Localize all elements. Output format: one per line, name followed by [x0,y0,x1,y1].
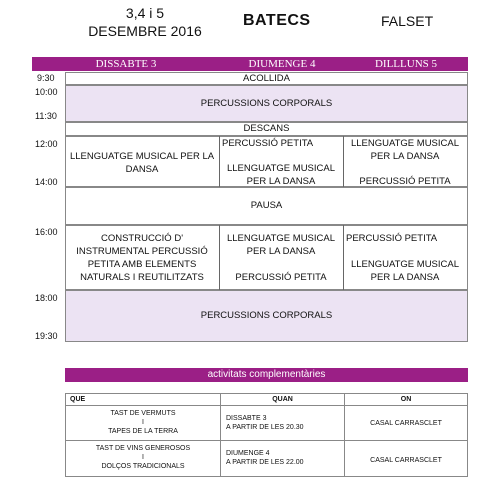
time-1130: 11:30 [35,111,57,121]
time-1930: 19:30 [35,331,58,341]
slot-percussions-morning-label: PERCUSSIONS CORPORALS [200,97,333,109]
block2-divider-2 [343,225,344,290]
block2-monday-bottom: LLENGUATGE MUSICAL PER LA DANSA [350,259,460,283]
row2-quan-line2: A PARTIR DE LES 22.00 [226,459,304,466]
complementary-col-divider-1 [220,394,221,476]
time-1000: 10:00 [35,87,58,97]
block1-monday-bottom: PERCUSSIÓ PETITA [359,176,451,187]
slot-percussions-evening-label: PERCUSSIONS CORPORALS [200,310,333,321]
header-on: ON [400,396,412,403]
block2-divider-1 [219,225,220,290]
slot-percussions-evening [65,290,468,342]
slot-percussions-morning [65,85,468,122]
time-1600: 16:00 [35,227,58,237]
complementary-title: activitats complementàries [207,369,326,380]
time-1200: 12:00 [35,139,58,149]
row2-que-line1: TAST DE VINS GENEROSOS [95,445,191,452]
table-row-2-que [66,444,220,471]
block1-monday-top: LLENGUATGE MUSICAL PER LA DANSA [350,138,460,162]
event-place: FALSET [381,13,434,29]
table-row-1-on: CASAL CARRASCLET [370,420,442,427]
row2-quan-line1: DIUMENGE 4 [226,450,270,457]
block2-sunday-top: LLENGUATGE MUSICAL PER LA DANSA [226,233,336,257]
header-que: QUE [70,396,86,403]
time-1800: 18:00 [35,293,58,303]
row1-quan-line1: DISSABTE 3 [226,415,267,422]
complementary-table [65,393,468,477]
header-quan: QUAN [272,396,293,403]
row1-quan-line2: A PARTIR DE LES 20.30 [226,424,304,431]
row1-que-line1: TAST DE VERMUTS [110,410,176,417]
block1-saturday: LLENGUATGE MUSICAL PER LA DANSA [69,151,215,175]
block2-saturday: CONSTRUCCIÓ D' INSTRUMENTAL PERCUSSIÓ PETITA AMB ELEMENTS NATURALS I REUTILITZATS [76,233,208,283]
time-1400: 14:00 [35,177,58,187]
slot-pausa [65,187,468,225]
block1-sunday-bottom: LLENGUATGE MUSICAL PER LA DANSA [226,163,336,187]
day-label-monday: DILLLUNS 5 [374,58,438,70]
time-0930: 9:30 [37,73,55,83]
slot-descans-label: DESCANS [243,123,290,134]
complementary-title-bar [65,368,468,382]
event-dates [80,4,210,40]
table-row-1-quan [226,414,344,432]
row2-que-line3: DOLÇOS TRADICIONALS [101,463,185,470]
day-header-band [32,57,468,71]
block2-monday-top: PERCUSSIÓ PETITA [346,233,438,244]
row2-que-line2: I [142,454,144,461]
slot-acollida [65,72,468,85]
table-row-2-on: CASAL CARRASCLET [370,457,442,464]
dates-line2: DESEMBRE 2016 [88,23,202,39]
block1-divider-1 [219,136,220,187]
block2-sunday-bottom: PERCUSSIÓ PETITA [235,272,327,283]
slot-descans [65,122,468,136]
block1-sunday-top: PERCUSSIÓ PETITA [222,138,314,149]
day-label-sunday: DIUMENGE 4 [248,58,316,70]
block1-divider-2 [343,136,344,187]
table-row-2-quan [226,449,344,467]
dates-line1: 3,4 i 5 [125,5,165,21]
row1-que-line2: I [142,419,144,426]
row1-que-line3: TAPES DE LA TERRA [108,428,178,435]
complementary-header-divider [66,405,467,406]
day-label-saturday: DISSABTE 3 [95,58,157,70]
slot-pausa-label: PAUSA [250,200,283,211]
table-row-1-que [66,409,220,436]
slot-acollida-label: ACOLLIDA [243,72,290,84]
complementary-row-divider [66,440,467,441]
event-title: BATECS [243,12,311,29]
